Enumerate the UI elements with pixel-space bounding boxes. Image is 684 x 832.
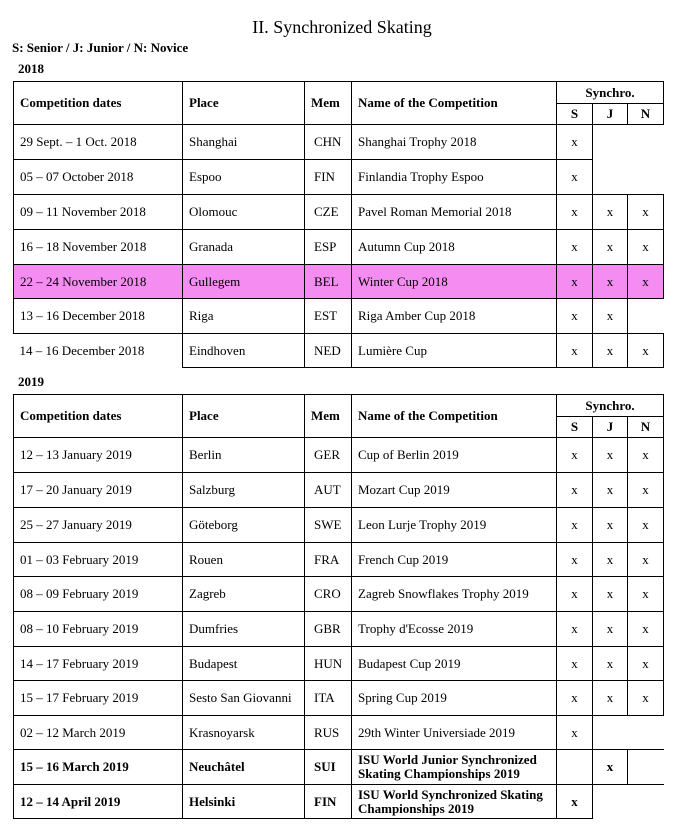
- cell-junior: x: [593, 473, 628, 508]
- cell-novice: x: [628, 577, 664, 612]
- cell-senior: x: [557, 438, 593, 473]
- cell-junior: [593, 125, 628, 160]
- cell-dates: 02 – 12 March 2019: [14, 716, 183, 750]
- cell-senior: x: [557, 785, 593, 819]
- cell-place: Eindhoven: [183, 334, 305, 368]
- cell-senior: x: [557, 716, 593, 750]
- cell-novice: [628, 716, 664, 750]
- cell-junior: x: [593, 647, 628, 681]
- header-name: Name of the Competition: [352, 82, 557, 125]
- cell-place: Rouen: [183, 543, 305, 577]
- table-row: [14, 577, 664, 612]
- cell-novice: x: [628, 334, 664, 368]
- cell-junior: x: [593, 543, 628, 577]
- table-row: [14, 750, 664, 785]
- cell-dates: 08 – 10 February 2019: [14, 612, 183, 647]
- page-title: II. Synchronized Skating: [252, 17, 432, 37]
- cell-mem: BEL: [305, 265, 352, 299]
- cell-junior: [593, 160, 628, 195]
- cell-junior: x: [593, 230, 628, 265]
- table-row: [14, 334, 664, 368]
- cell-mem: NED: [305, 334, 352, 368]
- header-n: N: [628, 104, 664, 125]
- cell-dates: 15 – 16 March 2019: [14, 750, 183, 785]
- cell-junior: x: [593, 195, 628, 230]
- cell-place: Göteborg: [183, 508, 305, 543]
- cell-senior: x: [557, 647, 593, 681]
- header-n: N: [628, 417, 664, 438]
- header-synchro: Synchro.: [557, 395, 664, 417]
- cell-mem: CRO: [305, 577, 352, 612]
- cell-dates: 09 – 11 November 2018: [14, 195, 183, 230]
- cell-mem: AUT: [305, 473, 352, 508]
- cell-junior: x: [593, 750, 628, 785]
- cell-senior: x: [557, 508, 593, 543]
- cell-dates: 29 Sept. – 1 Oct. 2018: [14, 125, 183, 160]
- table-row: [14, 438, 664, 473]
- cell-name: Cup of Berlin 2019: [352, 438, 557, 473]
- cell-senior: x: [557, 160, 593, 195]
- cell-dates: 22 – 24 November 2018: [14, 265, 183, 299]
- cell-dates: 05 – 07 October 2018: [14, 160, 183, 195]
- cell-dates: 13 – 16 December 2018: [14, 299, 183, 334]
- table-row: [14, 473, 664, 508]
- cell-junior: x: [593, 299, 628, 334]
- cell-senior: x: [557, 125, 593, 160]
- cell-place: Granada: [183, 230, 305, 265]
- cell-mem: CZE: [305, 195, 352, 230]
- cell-place: Espoo: [183, 160, 305, 195]
- table-row: [14, 508, 664, 543]
- cell-senior: x: [557, 577, 593, 612]
- header-synchro: Synchro.: [557, 82, 664, 104]
- cell-mem: SUI: [305, 750, 352, 785]
- table-header-row: [14, 82, 664, 104]
- cell-place: Zagreb: [183, 577, 305, 612]
- cell-novice: [628, 785, 664, 819]
- year-heading-2018: 2018: [18, 61, 44, 76]
- cell-place: Berlin: [183, 438, 305, 473]
- cell-junior: [593, 785, 628, 819]
- header-j: J: [593, 104, 628, 125]
- cell-name: ISU World Junior Synchronized Skating Championships 2019: [352, 750, 557, 785]
- cell-name: Finlandia Trophy Espoo: [352, 160, 557, 195]
- cell-novice: x: [628, 681, 664, 716]
- cell-name: Trophy d'Ecosse 2019: [352, 612, 557, 647]
- cell-name: Riga Amber Cup 2018: [352, 299, 557, 334]
- cell-place: Neuchâtel: [183, 750, 305, 785]
- cell-place: Shanghai: [183, 125, 305, 160]
- table-row: [14, 195, 664, 230]
- cell-junior: x: [593, 508, 628, 543]
- competition-table-2019: [13, 394, 664, 819]
- header-dates: Competition dates: [14, 82, 183, 125]
- cell-novice: [628, 160, 664, 195]
- cell-senior: x: [557, 230, 593, 265]
- cell-place: Helsinki: [183, 785, 305, 819]
- table-row: [14, 230, 664, 265]
- cell-name: Lumière Cup: [352, 334, 557, 368]
- header-s: S: [557, 417, 593, 438]
- header-j: J: [593, 417, 628, 438]
- cell-dates: 12 – 14 April 2019: [14, 785, 183, 819]
- cell-junior: x: [593, 681, 628, 716]
- cell-mem: GER: [305, 438, 352, 473]
- cell-senior: x: [557, 299, 593, 334]
- table-row: [14, 125, 664, 160]
- table-row: [14, 647, 664, 681]
- cell-novice: x: [628, 508, 664, 543]
- table-row: [14, 160, 664, 195]
- cell-novice: [628, 299, 664, 334]
- cell-dates: 17 – 20 January 2019: [14, 473, 183, 508]
- cell-mem: ITA: [305, 681, 352, 716]
- cell-dates: 12 – 13 January 2019: [14, 438, 183, 473]
- cell-senior: x: [557, 543, 593, 577]
- cell-place: Budapest: [183, 647, 305, 681]
- cell-place: Gullegem: [183, 265, 305, 299]
- cell-mem: FRA: [305, 543, 352, 577]
- cell-mem: ESP: [305, 230, 352, 265]
- cell-dates: 16 – 18 November 2018: [14, 230, 183, 265]
- cell-junior: x: [593, 334, 628, 368]
- header-s: S: [557, 104, 593, 125]
- table-row: [14, 716, 664, 750]
- cell-dates: 14 – 16 December 2018: [14, 334, 183, 368]
- cell-place: Sesto San Giovanni: [183, 681, 305, 716]
- cell-junior: x: [593, 265, 628, 299]
- cell-senior: [557, 750, 593, 785]
- cell-dates: 14 – 17 February 2019: [14, 647, 183, 681]
- cell-mem: FIN: [305, 785, 352, 819]
- cell-name: Mozart Cup 2019: [352, 473, 557, 508]
- table-row: [14, 299, 664, 334]
- cell-mem: HUN: [305, 647, 352, 681]
- header-place: Place: [183, 395, 305, 438]
- header-name: Name of the Competition: [352, 395, 557, 438]
- cell-junior: [593, 716, 628, 750]
- cell-place: Dumfries: [183, 612, 305, 647]
- year-heading-2019: 2019: [18, 374, 44, 389]
- cell-name: French Cup 2019: [352, 543, 557, 577]
- cell-novice: x: [628, 612, 664, 647]
- header-mem: Mem: [305, 82, 352, 125]
- cell-name: Leon Lurje Trophy 2019: [352, 508, 557, 543]
- table-row: [14, 681, 664, 716]
- table-header-row: [14, 395, 664, 417]
- table-row: [14, 785, 664, 819]
- cell-senior: x: [557, 473, 593, 508]
- header-mem: Mem: [305, 395, 352, 438]
- category-legend: S: Senior / J: Junior / N: Novice: [12, 40, 189, 55]
- table-row: [14, 543, 664, 577]
- cell-novice: [628, 750, 664, 785]
- cell-novice: x: [628, 647, 664, 681]
- cell-senior: x: [557, 334, 593, 368]
- cell-novice: x: [628, 438, 664, 473]
- cell-junior: x: [593, 438, 628, 473]
- table-row: [14, 265, 664, 299]
- cell-mem: FIN: [305, 160, 352, 195]
- cell-place: Krasnoyarsk: [183, 716, 305, 750]
- cell-junior: x: [593, 577, 628, 612]
- cell-name: 29th Winter Universiade 2019: [352, 716, 557, 750]
- cell-name: Winter Cup 2018: [352, 265, 557, 299]
- cell-mem: RUS: [305, 716, 352, 750]
- cell-name: Shanghai Trophy 2018: [352, 125, 557, 160]
- cell-novice: x: [628, 473, 664, 508]
- cell-novice: x: [628, 230, 664, 265]
- competition-table-2018: [13, 81, 664, 368]
- cell-name: Pavel Roman Memorial 2018: [352, 195, 557, 230]
- cell-senior: x: [557, 681, 593, 716]
- cell-novice: x: [628, 543, 664, 577]
- cell-place: Salzburg: [183, 473, 305, 508]
- cell-mem: CHN: [305, 125, 352, 160]
- cell-senior: x: [557, 265, 593, 299]
- cell-junior: x: [593, 612, 628, 647]
- cell-dates: 15 – 17 February 2019: [14, 681, 183, 716]
- cell-mem: GBR: [305, 612, 352, 647]
- cell-place: Olomouc: [183, 195, 305, 230]
- cell-dates: 25 – 27 January 2019: [14, 508, 183, 543]
- cell-name: Spring Cup 2019: [352, 681, 557, 716]
- table-row: [14, 612, 664, 647]
- cell-dates: 01 – 03 February 2019: [14, 543, 183, 577]
- cell-senior: x: [557, 195, 593, 230]
- cell-name: Budapest Cup 2019: [352, 647, 557, 681]
- cell-senior: x: [557, 612, 593, 647]
- cell-novice: x: [628, 195, 664, 230]
- cell-place: Riga: [183, 299, 305, 334]
- cell-name: ISU World Synchronized Skating Championships 2019: [352, 785, 557, 819]
- cell-dates: 08 – 09 February 2019: [14, 577, 183, 612]
- cell-novice: [628, 125, 664, 160]
- cell-mem: EST: [305, 299, 352, 334]
- cell-name: Autumn Cup 2018: [352, 230, 557, 265]
- cell-name: Zagreb Snowflakes Trophy 2019: [352, 577, 557, 612]
- cell-novice: x: [628, 265, 664, 299]
- cell-mem: SWE: [305, 508, 352, 543]
- header-dates: Competition dates: [14, 395, 183, 438]
- header-place: Place: [183, 82, 305, 125]
